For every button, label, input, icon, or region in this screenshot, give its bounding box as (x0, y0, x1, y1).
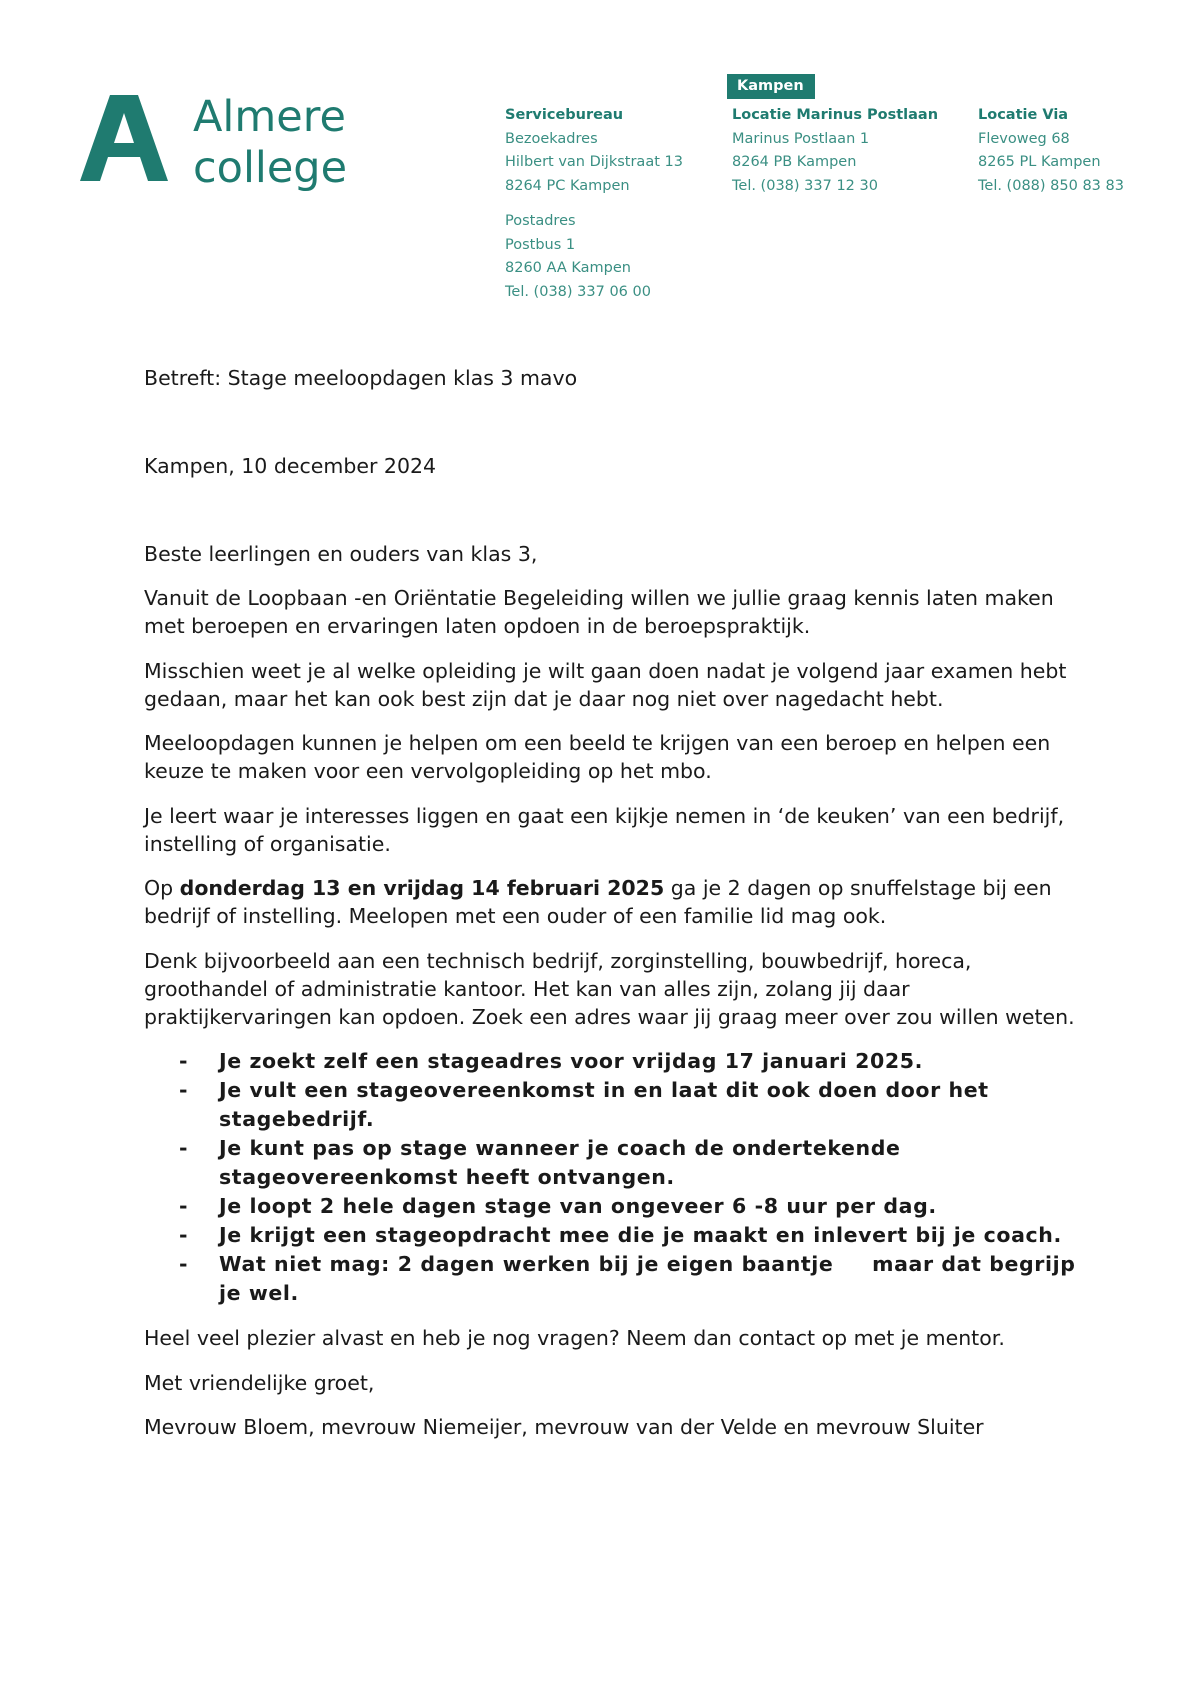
logo-wordmark (193, 92, 347, 194)
paragraph: Denk bijvoorbeeld aan een technisch bedrijf, zorginstelling, bouwbedrijf, horeca, groothandel of administratie kantoor. Het kan van alles zijn, zolang jij daar praktijkervaringen kan opdoen. Zoek een adres waar jij graag meer over zou willen weten. (144, 948, 1075, 1029)
logo-a-mark-icon (80, 95, 168, 181)
marinus-title: Locatie Marinus Postlaan (732, 107, 939, 123)
letter-date: Kampen, 10 december 2024 (144, 454, 437, 478)
via-title: Locatie Via (978, 107, 1069, 123)
list-item-text: Je loopt 2 hele dagen stage van ongeveer 6 -8 uur per dag. (219, 1194, 937, 1218)
list-item (144, 1250, 1084, 1308)
paragraph: Vanuit de Loopbaan -en Oriëntatie Begeleiding willen we jullie graag kennis laten maken met beroepen en ervaringen laten opdoen in de beroepspraktijk. (144, 586, 1054, 638)
paragraph: Je leert waar je interesses liggen en gaat een kijkje nemen in ‘de keuken’ van een bedrijf, instelling of organisatie. (144, 803, 1065, 856)
paragraph: Misschien weet je al welke opleiding je wilt gaan doen nadat je volgend jaar examen hebt gedaan, maar het kan ook best zijn dat je daar nog niet over nagedacht hebt. (144, 658, 1067, 711)
list-item (144, 1076, 1084, 1134)
list-item-text: Je krijgt een stageopdracht mee die je maakt en inlevert bij je coach. (219, 1223, 1062, 1247)
address-line: Hilbert van Dijkstraat 13 (505, 154, 683, 170)
paragraph: Meeloopdagen kunnen je helpen om een beeld te krijgen van een beroep en helpen een keuze te maken voor een vervolgopleiding op het mbo. (144, 731, 1051, 783)
postal-address (505, 210, 651, 304)
list-item (144, 1221, 1084, 1250)
letter-content (144, 540, 1084, 1458)
logo-line-almere: Almere (193, 92, 346, 142)
rules-list (144, 1047, 1084, 1308)
bullet-dash: - (179, 1194, 189, 1218)
list-item-text: Wat niet mag: 2 dagen werken bij je eigen baantje maar dat begrijp je wel. (219, 1252, 1084, 1305)
list-item-text: Je zoekt zelf een stageadres voor vrijdag 17 januari 2025. (219, 1049, 923, 1073)
address-line: Flevoweg 68 (978, 130, 1070, 147)
address-line: 8265 PL Kampen (978, 154, 1101, 170)
address-line: 8264 PB Kampen (732, 154, 857, 170)
bullet-dash: - (179, 1252, 189, 1276)
bullet-dash: - (179, 1078, 189, 1102)
bullet-dash: - (179, 1049, 189, 1073)
logo-line-college: college (193, 143, 348, 193)
text: Op (144, 876, 180, 900)
address-line: 8260 AA Kampen (505, 260, 631, 276)
list-item (144, 1134, 1084, 1192)
paragraph: Heel veel plezier alvast en heb je nog vragen? Neem dan contact op met je mentor. (144, 1326, 1005, 1350)
almere-college-logo (80, 92, 380, 202)
list-item (144, 1192, 1084, 1221)
address-line: Bezoekadres (505, 130, 598, 147)
bullet-dash: - (179, 1223, 189, 1247)
address-line: 8264 PC Kampen (505, 177, 630, 194)
list-item (144, 1047, 1084, 1076)
paragraph-dates (144, 874, 1084, 930)
servicebureau-title: Servicebureau (505, 107, 624, 123)
location-tag: Kampen (727, 74, 815, 99)
address-line: Tel. (088) 850 83 83 (978, 177, 1124, 194)
address-line: Postbus 1 (505, 236, 576, 253)
stage-dates: donderdag 13 en vrijdag 14 februari 2025 (179, 876, 665, 900)
salutation: Beste leerlingen en ouders van klas 3, (144, 542, 538, 566)
address-line: Marinus Postlaan 1 (732, 130, 870, 147)
via-address (978, 104, 1124, 198)
signature: Mevrouw Bloem, mevrouw Niemeijer, mevrouw van der Velde en mevrouw Sluiter (144, 1415, 984, 1439)
address-line: Postadres (505, 213, 576, 229)
text: ga je 2 dagen op snuffelstage bij een bedrijf of instelling. Meelopen met een ouder of een familie lid mag ook. (144, 876, 1052, 928)
letter-subject: Betreft: Stage meeloopdagen klas 3 mavo (144, 366, 578, 390)
bullet-dash: - (179, 1136, 189, 1160)
servicebureau-address (505, 104, 683, 198)
marinus-postlaan-address (732, 104, 938, 198)
address-line: Tel. (038) 337 12 30 (732, 177, 878, 194)
list-item-text: Je vult een stageovereenkomst in en laat dit ook doen door het stagebedrijf. (219, 1078, 989, 1131)
letter-body (144, 364, 1084, 1439)
address-line: Tel. (038) 337 06 00 (505, 283, 651, 300)
closing: Met vriendelijke groet, (144, 1370, 375, 1395)
list-item-text: Je kunt pas op stage wanneer je coach de ondertekende stageovereenkomst heeft ontvangen. (219, 1136, 901, 1189)
